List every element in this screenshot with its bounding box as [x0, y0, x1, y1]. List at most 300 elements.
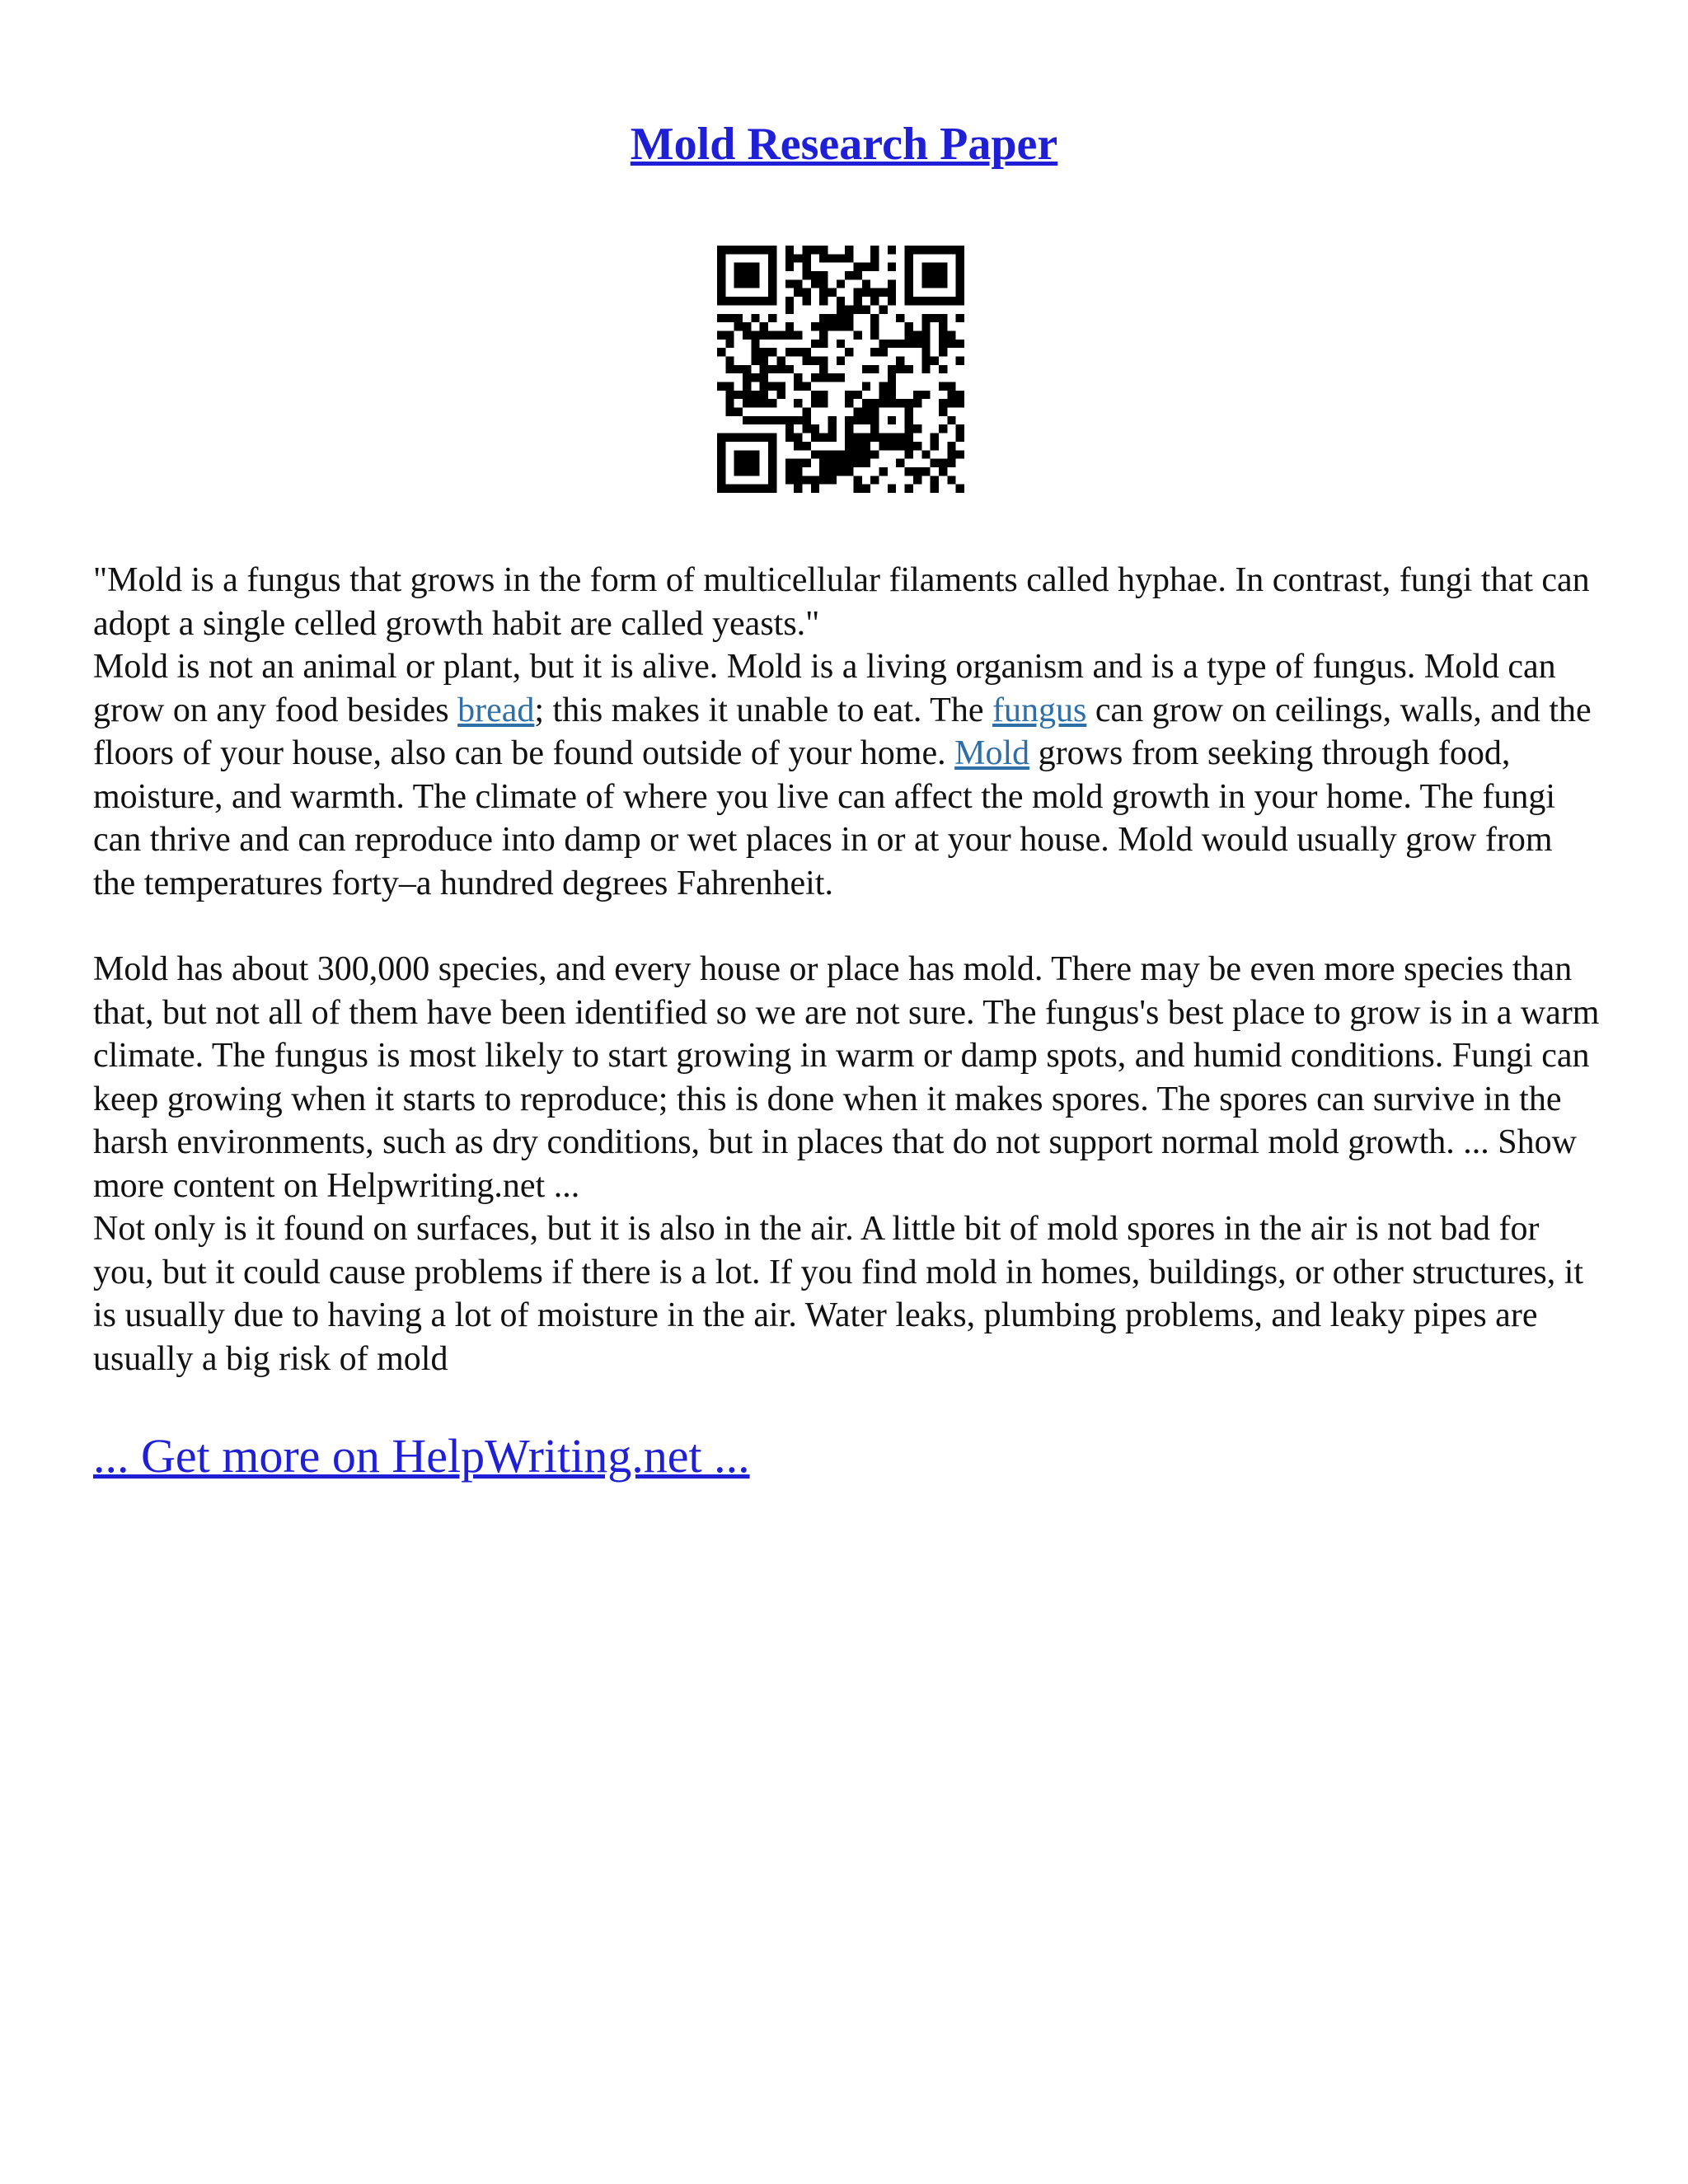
qr-module: [794, 399, 802, 407]
qr-module: [743, 391, 751, 399]
qr-module: [734, 279, 743, 288]
qr-module: [802, 424, 810, 433]
qr-module: [939, 399, 947, 407]
qr-module: [939, 459, 947, 467]
qr-module: [725, 246, 734, 254]
qr-module: [896, 365, 904, 373]
qr-module: [947, 416, 955, 424]
qr-module: [921, 356, 930, 364]
qr-module: [896, 340, 904, 348]
qr-module: [921, 467, 930, 476]
qr-module: [956, 434, 964, 442]
qr-module: [717, 297, 725, 305]
qr-module: [717, 279, 725, 288]
qr-module: [854, 408, 862, 416]
qr-module: [768, 365, 776, 373]
qr-module: [768, 382, 776, 391]
qr-module: [854, 442, 862, 450]
qr-module: [785, 348, 794, 356]
qr-module: [785, 246, 794, 254]
qr-module: [743, 271, 751, 279]
qr-module: [845, 271, 853, 279]
qr-module: [854, 485, 862, 493]
qr-module: [725, 382, 734, 391]
intro-text-d: grows from seeking through food, moisture, and warmth. The climate of where you live can affect the mold growth in your home. The fungi can thrive and can reproduce into damp or wet places in or at your house. Mold would usually grow from the temperatures forty–a hundred degrees Fahrenheit.: [93, 734, 1556, 902]
qr-module: [811, 485, 819, 493]
qr-module: [734, 271, 743, 279]
qr-module: [743, 246, 751, 254]
qr-module: [802, 356, 810, 364]
qr-module: [743, 365, 751, 373]
qr-module: [905, 263, 913, 271]
qr-module: [717, 467, 725, 476]
qr-module: [921, 348, 930, 356]
qr-module: [913, 391, 921, 399]
qr-module: [811, 322, 819, 330]
qr-module: [931, 279, 939, 288]
qr-module: [751, 485, 759, 493]
qr-module: [905, 434, 913, 442]
qr-module: [956, 450, 964, 458]
qr-module: [819, 476, 828, 484]
qr-module: [725, 408, 734, 416]
qr-module: [837, 314, 845, 322]
qr-module: [819, 365, 828, 373]
qr-module: [947, 399, 955, 407]
qr-module: [734, 263, 743, 271]
qr-module: [760, 434, 768, 442]
qr-module: [905, 254, 913, 262]
qr-module: [862, 288, 870, 297]
qr-module: [828, 416, 836, 424]
qr-module: [717, 450, 725, 458]
qr-module: [879, 305, 888, 313]
qr-module: [751, 399, 759, 407]
qr-module: [854, 305, 862, 313]
qr-module: [913, 297, 921, 305]
qr-module: [734, 314, 743, 322]
qr-module: [828, 288, 836, 297]
intro-text-a: Mold is not an animal or plant, but it is alive. Mold is a living organism and is a type of fungus. Mold can grow on any food besides: [93, 648, 1556, 729]
qr-module: [913, 476, 921, 484]
qr-module: [717, 348, 725, 356]
qr-module: [956, 399, 964, 407]
qr-module: [905, 279, 913, 288]
qr-module: [794, 442, 802, 450]
qr-module: [845, 314, 853, 322]
qr-module: [717, 382, 725, 391]
qr-module: [776, 356, 785, 364]
qr-module: [794, 382, 802, 391]
qr-module: [913, 399, 921, 407]
qr-module: [896, 399, 904, 407]
qr-module: [768, 330, 776, 339]
qr-module: [854, 476, 862, 484]
qr-module: [947, 330, 955, 339]
qr-module: [828, 373, 836, 382]
qr-module: [785, 330, 794, 339]
qr-module: [931, 434, 939, 442]
qr-module: [939, 279, 947, 288]
qr-module: [905, 322, 913, 330]
qr-module: [743, 485, 751, 493]
qr-module: [768, 254, 776, 262]
qr-module: [717, 314, 725, 322]
qr-module: [862, 263, 870, 271]
qr-module: [870, 254, 879, 262]
qr-module: [845, 348, 853, 356]
qr-module: [905, 450, 913, 458]
qr-module: [734, 467, 743, 476]
qr-module: [837, 279, 845, 288]
qr-module: [776, 365, 785, 373]
qr-module: [768, 314, 776, 322]
qr-module: [785, 459, 794, 467]
qr-module: [862, 365, 870, 373]
qr-module: [888, 391, 896, 399]
qr-module: [760, 416, 768, 424]
qr-module: [921, 314, 930, 322]
qr-module: [785, 467, 794, 476]
qr-module: [870, 297, 879, 305]
paragraph-gap: [93, 905, 1601, 948]
qr-module: [845, 424, 853, 433]
qr-module: [802, 442, 810, 450]
qr-module: [743, 416, 751, 424]
qr-module: [751, 434, 759, 442]
qr-module: [734, 450, 743, 458]
qr-module: [819, 322, 828, 330]
qr-module: [888, 399, 896, 407]
qr-module: [837, 450, 845, 458]
qr-module: [828, 322, 836, 330]
qr-module: [845, 305, 853, 313]
qr-module: [862, 382, 870, 391]
qr-module: [862, 442, 870, 450]
qr-module: [811, 391, 819, 399]
qr-module: [725, 391, 734, 399]
qr-module: [921, 391, 930, 399]
qr-module: [905, 297, 913, 305]
qr-module: [794, 467, 802, 476]
qr-module: [879, 399, 888, 407]
qr-module: [725, 485, 734, 493]
qr-module: [905, 424, 913, 433]
qr-module: [776, 330, 785, 339]
title-link[interactable]: Mold Research Paper: [630, 119, 1058, 170]
qr-module: [837, 467, 845, 476]
qr-module: [717, 442, 725, 450]
mold-link[interactable]: Mold: [954, 734, 1030, 772]
fungus-link[interactable]: fungus: [992, 691, 1087, 729]
qr-module: [760, 485, 768, 493]
qr-module: [939, 467, 947, 476]
qr-module: [947, 340, 955, 348]
qr-module: [717, 288, 725, 297]
qr-module: [888, 288, 896, 297]
qr-module: [734, 459, 743, 467]
qr-module: [939, 424, 947, 433]
qr-module: [921, 330, 930, 339]
qr-module: [802, 408, 810, 416]
qr-module: [896, 356, 904, 364]
qr-module: [862, 416, 870, 424]
qr-module: [939, 340, 947, 348]
qr-module: [956, 424, 964, 433]
qr-module: [828, 434, 836, 442]
qr-module: [931, 476, 939, 484]
qr-module: [794, 434, 802, 442]
qr-module: [837, 297, 845, 305]
qr-module: [939, 314, 947, 322]
qr-module: [845, 246, 853, 254]
qr-module: [888, 373, 896, 382]
qr-module: [939, 246, 947, 254]
qr-module: [760, 391, 768, 399]
qr-module: [776, 416, 785, 424]
qr-module: [854, 288, 862, 297]
qr-module: [743, 330, 751, 339]
qr-module: [939, 408, 947, 416]
qr-module: [802, 254, 810, 262]
qr-module: [837, 254, 845, 262]
qr-module: [939, 297, 947, 305]
qr-module: [956, 356, 964, 364]
qr-module: [785, 305, 794, 313]
qr-module: [760, 330, 768, 339]
qr-module: [734, 365, 743, 373]
qr-module: [870, 476, 879, 484]
qr-module: [734, 434, 743, 442]
air-paragraph: Not only is it found on surfaces, but it is also in the air. A little bit of mold spores in the air is not bad for you, but it could cause problems if there is a lot. If you find mold in homes, buildings, or other structures, it is usually due to having a lot of moisture in the air. Water leaks, plumbing problems, and leaky pipes are usually a big risk of mold: [93, 1210, 1584, 1378]
qr-module: [760, 356, 768, 364]
qr-module: [751, 450, 759, 458]
qr-module: [870, 416, 879, 424]
qr-module: [854, 391, 862, 399]
qr-module: [811, 271, 819, 279]
qr-module: [837, 356, 845, 364]
qr-module: [888, 365, 896, 373]
qr-module: [845, 467, 853, 476]
qr-module: [751, 391, 759, 399]
qr-module: [794, 416, 802, 424]
qr-module: [888, 442, 896, 450]
qr-module: [845, 450, 853, 458]
qr-module: [888, 246, 896, 254]
qr-module: [905, 340, 913, 348]
qr-module: [870, 424, 879, 433]
qr-module: [862, 305, 870, 313]
qr-module: [811, 476, 819, 484]
qr-module: [743, 467, 751, 476]
qr-module: [802, 246, 810, 254]
qr-module: [862, 279, 870, 288]
qr-module: [888, 416, 896, 424]
qr-modules: [717, 246, 964, 493]
qr-module: [819, 373, 828, 382]
qr-module: [905, 485, 913, 493]
qr-module: [905, 416, 913, 424]
bread-link[interactable]: bread: [457, 691, 535, 729]
qr-module: [768, 246, 776, 254]
qr-module: [751, 416, 759, 424]
qr-module: [819, 459, 828, 467]
qr-module: [768, 416, 776, 424]
qr-module: [905, 288, 913, 297]
qr-module: [794, 476, 802, 484]
qr-module: [828, 467, 836, 476]
qr-module: [879, 467, 888, 476]
qr-module: [896, 314, 904, 322]
qr-module: [931, 271, 939, 279]
qr-module: [717, 246, 725, 254]
qr-module: [725, 330, 734, 339]
qr-module: [751, 330, 759, 339]
qr-module: [743, 279, 751, 288]
qr-module: [939, 263, 947, 271]
qr-module: [802, 382, 810, 391]
qr-module: [819, 246, 828, 254]
qr-module: [921, 365, 930, 373]
qr-module: [768, 434, 776, 442]
qr-module: [879, 434, 888, 442]
qr-module: [845, 434, 853, 442]
qr-module: [802, 416, 810, 424]
qr-module: [802, 297, 810, 305]
qr-module: [845, 442, 853, 450]
qr-module: [751, 340, 759, 348]
qr-module: [768, 297, 776, 305]
qr-module: [811, 373, 819, 382]
qr-module: [802, 288, 810, 297]
qr-module: [905, 467, 913, 476]
qr-module: [751, 348, 759, 356]
qr-module: [785, 476, 794, 484]
qr-module: [896, 459, 904, 467]
qr-module: [725, 356, 734, 364]
get-more-link[interactable]: ... Get more on HelpWriting.net ...: [93, 1429, 750, 1483]
qr-module: [725, 297, 734, 305]
qr-module: [870, 450, 879, 458]
qr-module: [743, 459, 751, 467]
qr-module: [939, 322, 947, 330]
qr-module: [768, 271, 776, 279]
qr-module: [879, 288, 888, 297]
qr-module: [794, 373, 802, 382]
qr-module: [845, 416, 853, 424]
qr-module: [879, 382, 888, 391]
qr-module: [913, 330, 921, 339]
qr-module: [956, 297, 964, 305]
qr-module: [768, 399, 776, 407]
qr-module: [743, 450, 751, 458]
intro-paragraph: [93, 645, 1601, 905]
qr-module: [725, 365, 734, 373]
qr-module: [921, 263, 930, 271]
qr-module: [811, 399, 819, 407]
qr-module: [717, 254, 725, 262]
qr-module: [870, 288, 879, 297]
qr-module: [819, 254, 828, 262]
qr-module: [854, 297, 862, 305]
qr-module: [819, 288, 828, 297]
qr-module: [888, 382, 896, 391]
qr-module: [768, 263, 776, 271]
qr-module: [751, 356, 759, 364]
qr-module: [888, 434, 896, 442]
qr-module: [939, 330, 947, 339]
qr-module: [811, 340, 819, 348]
qr-module: [845, 254, 853, 262]
qr-module: [734, 485, 743, 493]
qr-module: [794, 254, 802, 262]
qr-module: [921, 246, 930, 254]
qr-module: [751, 271, 759, 279]
qr-module: [743, 382, 751, 391]
qr-module: [939, 365, 947, 373]
qr-module: [947, 391, 955, 399]
qr-module: [811, 434, 819, 442]
qr-module: [921, 279, 930, 288]
qr-module: [845, 399, 853, 407]
qr-module: [921, 271, 930, 279]
qr-module: [717, 434, 725, 442]
qr-module: [768, 279, 776, 288]
qr-module: [751, 279, 759, 288]
qr-module: [717, 330, 725, 339]
qr-module: [768, 348, 776, 356]
qr-module: [947, 297, 955, 305]
qr-module: [819, 279, 828, 288]
qr-module: [819, 356, 828, 364]
qr-module: [870, 314, 879, 322]
qr-module: [931, 263, 939, 271]
qr-module: [776, 382, 785, 391]
qr-module: [811, 279, 819, 288]
qr-module: [921, 322, 930, 330]
qr-module: [854, 450, 862, 458]
qr-module: [888, 340, 896, 348]
qr-module: [913, 246, 921, 254]
qr-module: [743, 263, 751, 271]
qr-module: [837, 340, 845, 348]
qr-module: [802, 263, 810, 271]
qr-module: [734, 391, 743, 399]
qr-module: [819, 450, 828, 458]
qr-module: [717, 271, 725, 279]
qr-module: [947, 246, 955, 254]
qr-module: [931, 297, 939, 305]
qr-module: [828, 459, 836, 467]
qr-module: [956, 263, 964, 271]
qr-module: [947, 459, 955, 467]
qr-module: [913, 340, 921, 348]
qr-module: [760, 348, 768, 356]
qr-module: [854, 271, 862, 279]
qr-module: [939, 348, 947, 356]
qr-module: [743, 434, 751, 442]
qr-module: [802, 459, 810, 467]
qr-module: [956, 391, 964, 399]
qr-module: [768, 476, 776, 484]
qr-module: [751, 373, 759, 382]
qr-module: [854, 434, 862, 442]
qr-module: [862, 459, 870, 467]
quote-paragraph: "Mold is a fungus that grows in the form of multicellular filaments called hyphae. In contrast, fungi that can adopt a single celled growth habit are called yeasts.": [93, 561, 1590, 643]
qr-module: [751, 459, 759, 467]
qr-module: [819, 314, 828, 322]
qr-module: [743, 373, 751, 382]
